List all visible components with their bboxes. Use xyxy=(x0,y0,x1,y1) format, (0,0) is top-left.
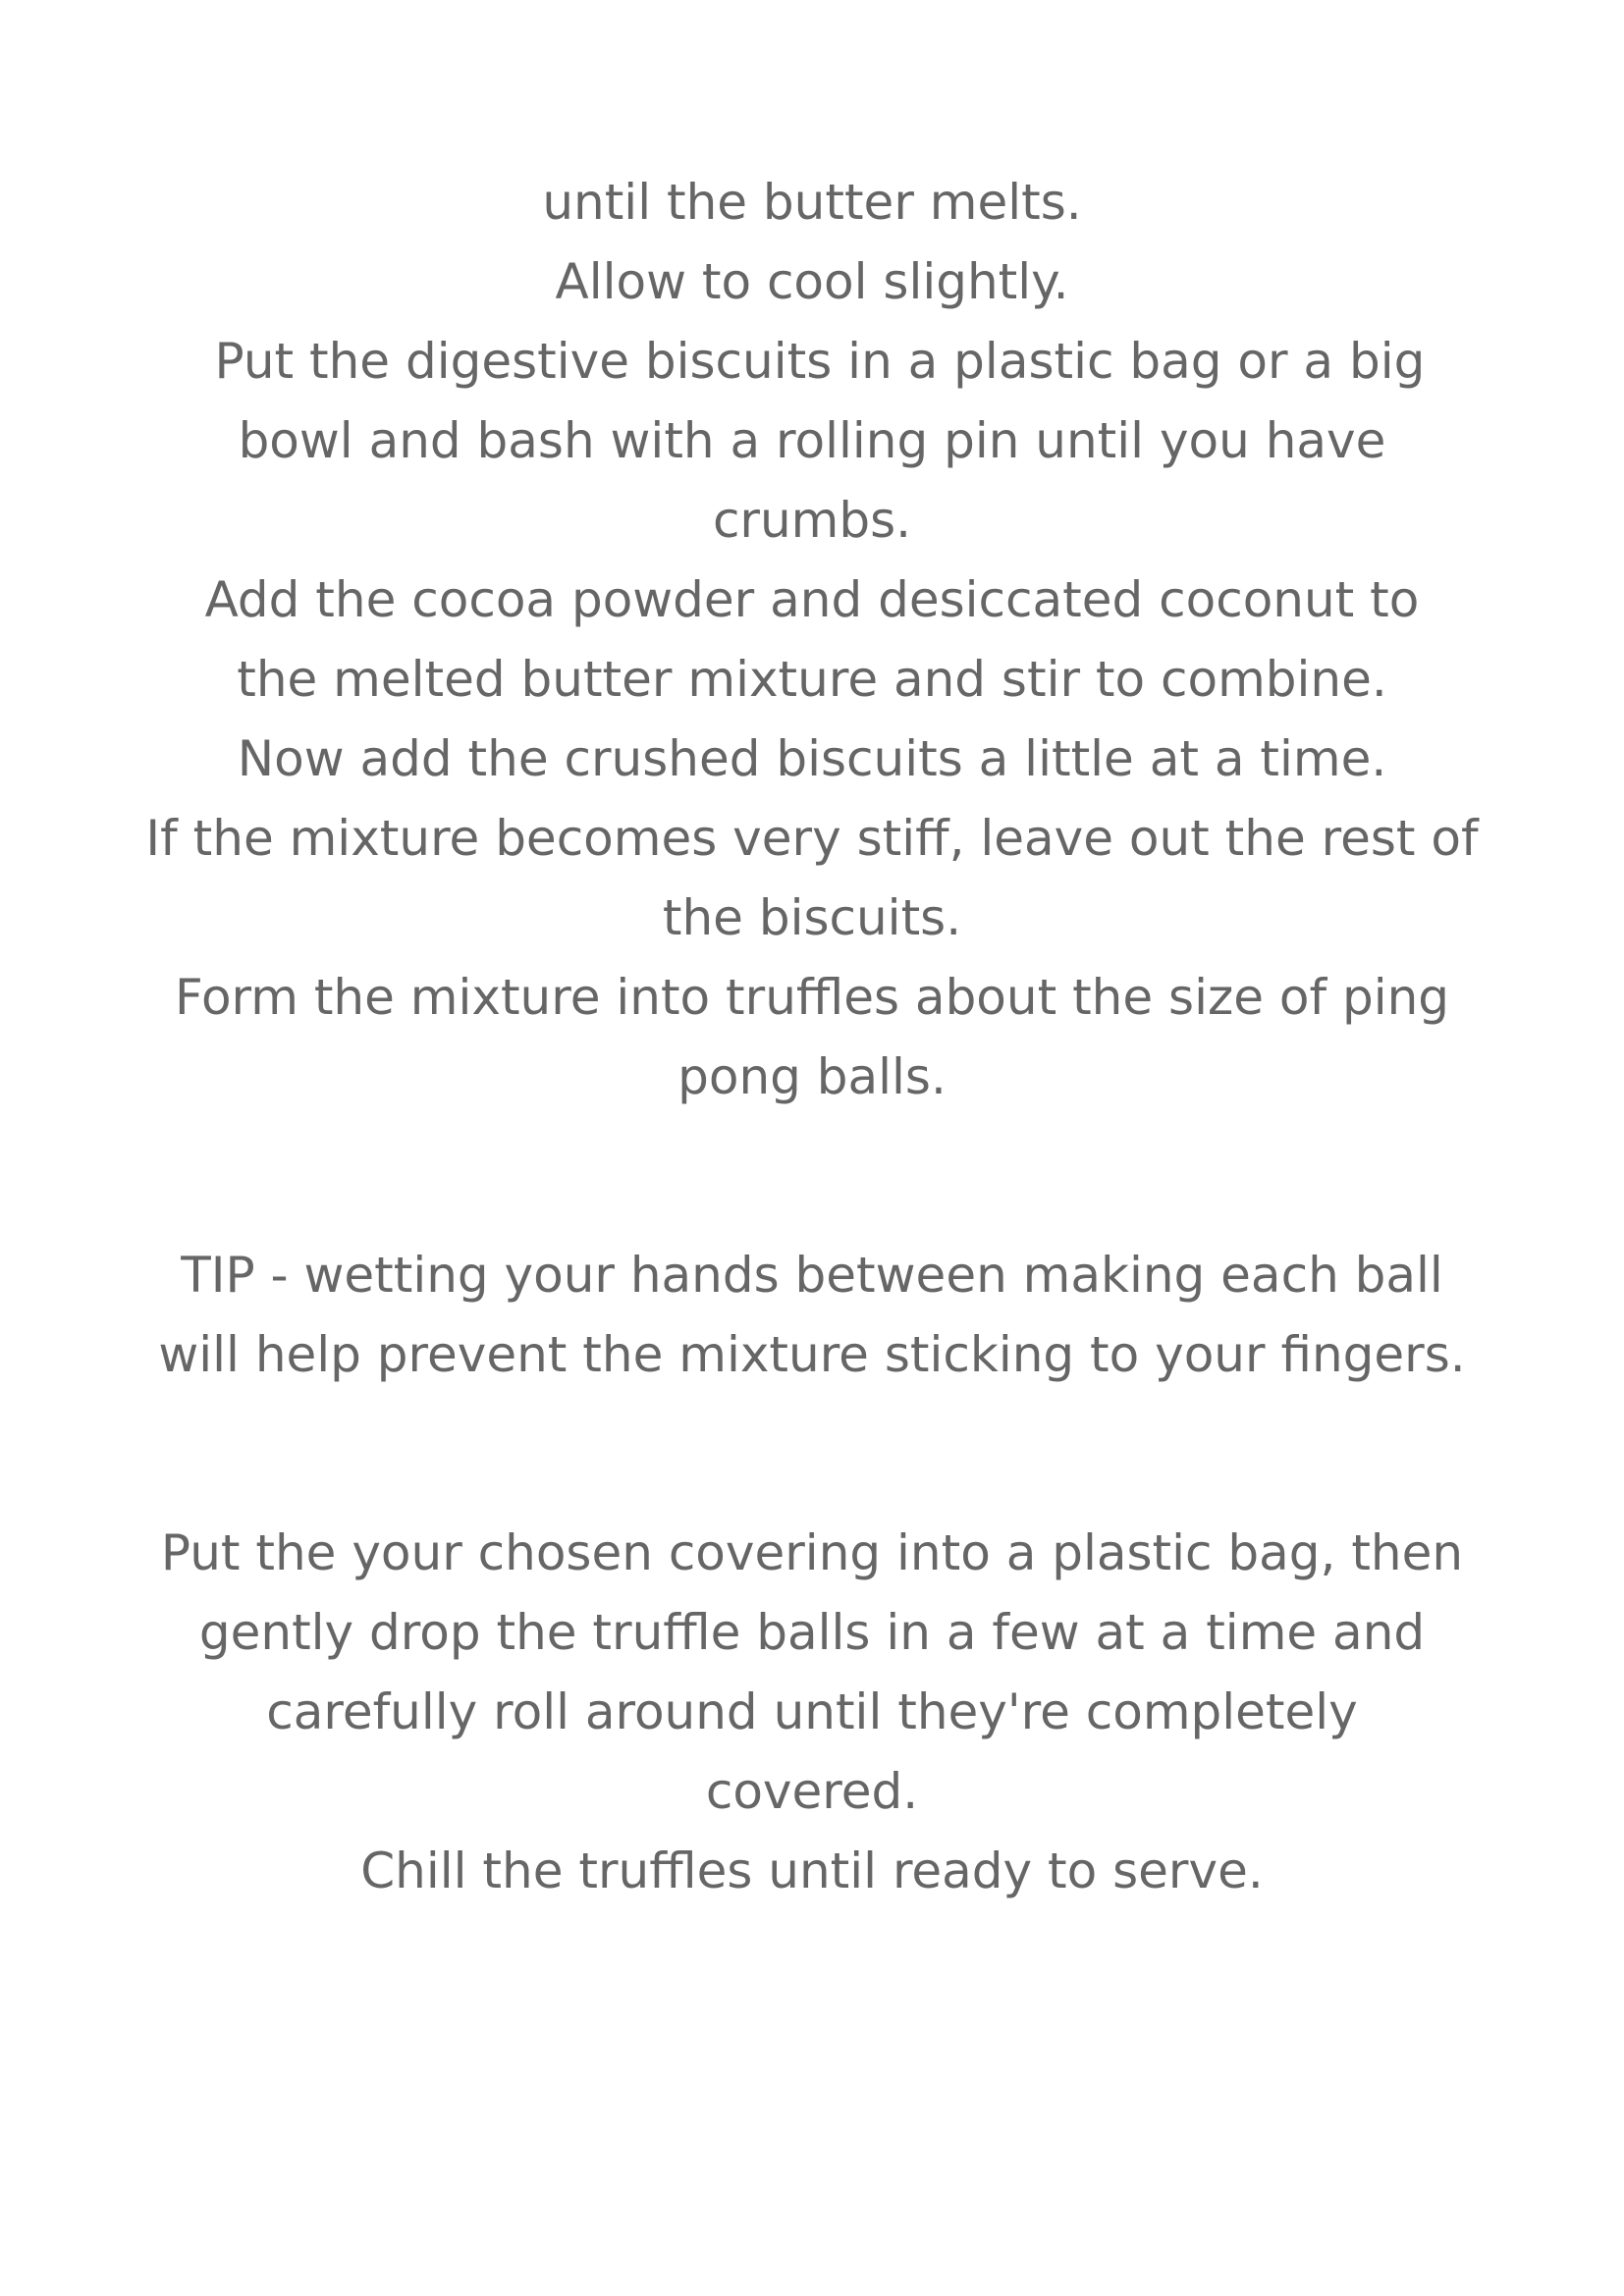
method-line: Now add the crushed biscuits a little at a time. xyxy=(237,730,1387,787)
covering-line: carefully roll around until they're completely xyxy=(266,1683,1358,1740)
covering-line: Put the your chosen covering into a plastic bag, then xyxy=(160,1524,1464,1581)
paragraph-spacer xyxy=(128,1117,1496,1236)
method-line: until the butter melts. xyxy=(542,174,1082,231)
method-line: pong balls. xyxy=(677,1048,947,1105)
method-line: bowl and bash with a rolling pin until you have xyxy=(238,412,1386,469)
covering-line: Chill the truffles until ready to serve. xyxy=(360,1842,1264,1899)
method-line: crumbs. xyxy=(712,492,912,549)
method-line: Put the digestive biscuits in a plastic bag or a big xyxy=(198,333,1426,390)
covering-line: covered. xyxy=(705,1763,919,1820)
method-line: Form the mixture into truffles about the size of ping xyxy=(174,969,1450,1026)
method-line: If the mixture becomes very stiff, leave out the rest of xyxy=(145,810,1479,867)
method-line: Add the cocoa powder and desiccated coconut to xyxy=(204,571,1420,628)
method-line: Allow to cool slightly. xyxy=(555,253,1069,310)
paragraph-spacer xyxy=(128,1395,1496,1514)
method-line: the biscuits. xyxy=(662,889,962,946)
covering-line: gently drop the truffle balls in a few at a time and xyxy=(198,1604,1426,1661)
recipe-method-text xyxy=(128,163,1496,1911)
tip-line: will help prevent the mixture sticking to your fingers. xyxy=(158,1326,1466,1383)
method-line: the melted butter mixture and stir to combine. xyxy=(237,651,1387,708)
tip-line: TIP - wetting your hands between making each ball xyxy=(181,1247,1443,1304)
